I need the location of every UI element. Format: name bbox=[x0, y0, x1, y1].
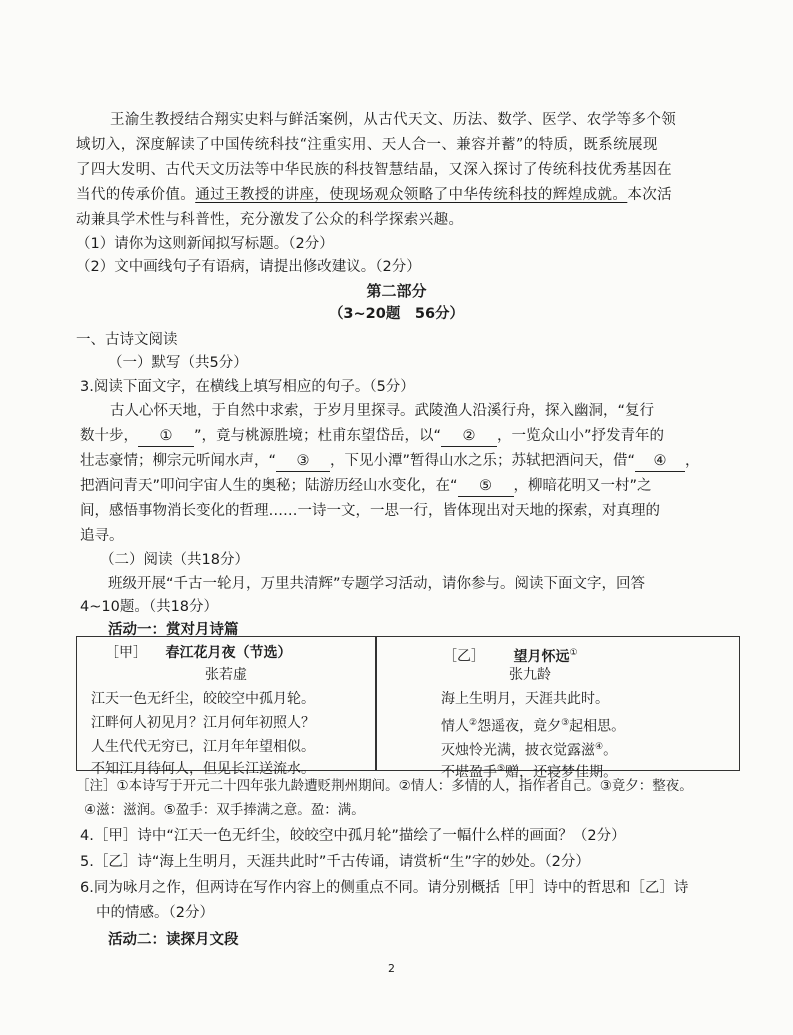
footnote-mark: ③ bbox=[561, 718, 570, 728]
footnote-mark: ④ bbox=[595, 742, 604, 752]
passage-line-1: 古人心怀天地，于自然中求索，于岁月里探寻。武陵渔人沿溪行舟，探入幽洞，“复行 bbox=[110, 403, 655, 419]
poem-jia-line: 江天一色无纤尘，皎皎空中孤月轮。 bbox=[91, 691, 315, 707]
poem-text: 不堪盈手 bbox=[441, 764, 497, 781]
poem-text: 怨遥夜，竟夕 bbox=[477, 718, 562, 735]
poem-jia-author: 张若虚 bbox=[205, 667, 247, 683]
poem-text: 起相思。 bbox=[569, 718, 626, 735]
passage-text: 壮志豪情；柳宗元听闻水声，“ bbox=[80, 453, 277, 469]
news-line-4 bbox=[76, 185, 672, 205]
passage-line-6: 追寻。 bbox=[80, 528, 124, 544]
table-divider bbox=[375, 637, 377, 770]
passage-text: 把酒问青天”叩问宇宙人生的奥秘；陆游历经山水变化，在“ bbox=[80, 478, 458, 494]
part-title: 第二部分 bbox=[366, 282, 427, 300]
poem-jia-line: 人生代代无穷已，江月年年望相似。 bbox=[91, 739, 315, 755]
question-6-line-1: 6.同为咏月之作，但两诗在写作内容上的侧重点不同。请分别概括［甲］诗中的哲思和［乙］诗 bbox=[80, 880, 689, 896]
fill-blank-5: ⑤ bbox=[458, 476, 514, 497]
notes-line-1: ［注］①本诗写于开元二十四年张九龄遭贬荆州期间。②情人：多情的人，指作者自己。③竟夕：整夜。 bbox=[76, 778, 693, 794]
footnote-mark: ⑤ bbox=[497, 764, 506, 774]
passage-text: 数十步， bbox=[80, 428, 138, 444]
poem-jia-line: 江畔何人初见月？江月何年初照人？ bbox=[91, 715, 315, 731]
question-1-2: （2）文中画线句子有语病，请提出修改建议。（2分） bbox=[76, 259, 421, 275]
news-line-2: 域切入，深度解读了中国传统科技“注重实用、天人合一、兼容并蓄”的特质，既系统展现 bbox=[76, 137, 658, 153]
poem-title: 春江花月夜（节选） bbox=[165, 645, 292, 661]
fill-blank-1: ① bbox=[138, 426, 194, 447]
poem-text: 灭烛怜光满，披衣觉露滋 bbox=[441, 742, 595, 759]
poem-jia-header bbox=[105, 641, 291, 665]
poem-comparison-table bbox=[76, 636, 740, 781]
question-4: 4.［甲］诗中“江天一色无纤尘，皎皎空中孤月轮”描绘了一幅什么样的画面？（2分） bbox=[80, 828, 626, 844]
poem-jia-line: 不知江月待何人，但见长江送流水。 bbox=[91, 761, 315, 777]
news-line-5: 动兼具学术性与科普性，充分激发了公众的科学探索兴趣。 bbox=[76, 212, 464, 228]
fill-blank-2: ② bbox=[441, 426, 497, 447]
question-1-1: （1）请你为这则新闻拟写标题。（2分） bbox=[76, 236, 334, 252]
passage-line-2 bbox=[80, 426, 664, 447]
activity-2-title: 活动二：读探月文段 bbox=[108, 932, 239, 948]
passage-line-5: 间，感悟事物消长变化的哲理……一诗一文，一思一行，皆体现出对天地的探索，对真理的 bbox=[80, 503, 660, 519]
passage-text: ，下见小潭”暂得山水之乐；苏轼把酒问天，借“ bbox=[330, 453, 636, 469]
page-number: 2 bbox=[388, 962, 395, 975]
intro-line-2: 4~10题。（共18分） bbox=[80, 599, 219, 615]
poem-title: 望月怀远 bbox=[513, 648, 570, 665]
poem-text: 赠，还寝梦佳期。 bbox=[505, 764, 618, 781]
notes-line-2: ④滋：滋润。⑤盈手：双手捧满之意。盈：满。 bbox=[84, 802, 365, 818]
fill-blank-4: ④ bbox=[635, 451, 685, 472]
passage-text: ，一览众山小”抒发青年的 bbox=[497, 428, 665, 444]
news-line-1: 王渝生教授结合翔实史料与鲜活案例，从古代天文、历法、数学、医学、农学等多个领 bbox=[110, 112, 677, 128]
fill-blank-3: ③ bbox=[276, 451, 330, 472]
poem-yi-author: 张九龄 bbox=[509, 667, 551, 683]
passage-text: ，柳暗花明又一村”之 bbox=[513, 478, 652, 494]
section-heading: 一、古诗文阅读 bbox=[76, 332, 178, 348]
part-subtitle: （3~20题 56分） bbox=[328, 306, 465, 322]
passage-line-4 bbox=[80, 476, 652, 497]
underlined-sentence: 通过王教授的讲座，使现场观众领略了中华传统科技的辉煌成就。 bbox=[195, 187, 628, 203]
subsection-heading: （一）默写（共5分） bbox=[108, 355, 248, 371]
passage-line-3 bbox=[80, 451, 700, 472]
news-line-4-pre: 当代的传承价值。 bbox=[76, 187, 196, 203]
activity-1-title: 活动一：赏对月诗篇 bbox=[108, 622, 239, 638]
news-line-4-post: 本次活 bbox=[627, 187, 673, 203]
question-3: 3.阅读下面文字，在横线上填写相应的句子。（5分） bbox=[80, 379, 415, 395]
footnote-mark: ② bbox=[469, 718, 478, 728]
passage-text: ”，竟与桃源胜境；杜甫东望岱岳，以“ bbox=[194, 428, 442, 444]
footnote-mark: ① bbox=[569, 648, 578, 658]
poem-yi-line: 海上生明月，天涯共此时。 bbox=[441, 691, 609, 707]
question-6-line-2: 中的情感。（2分） bbox=[96, 905, 214, 921]
passage-text: ， bbox=[685, 453, 700, 469]
poem-text: 情人 bbox=[441, 718, 469, 735]
question-5: 5.［乙］诗“海上生明月，天涯共此时”千古传诵，请赏析“生”字的妙处。（2分） bbox=[80, 854, 590, 870]
poem-tag: ［乙］ bbox=[443, 648, 485, 665]
news-line-3: 了四大发明、古代天文历法等中华民族的科技智慧结晶，又深入探讨了传统科技优秀基因在 bbox=[76, 162, 672, 178]
subsection-heading-2: （二）阅读（共18分） bbox=[100, 552, 249, 568]
poem-text: 。 bbox=[603, 742, 618, 759]
poem-tag: ［甲］ bbox=[105, 645, 147, 661]
intro-line-1: 班级开展“千古一轮月，万里共清辉”专题学习活动，请你参与。阅读下面文字，回答 bbox=[108, 576, 646, 592]
